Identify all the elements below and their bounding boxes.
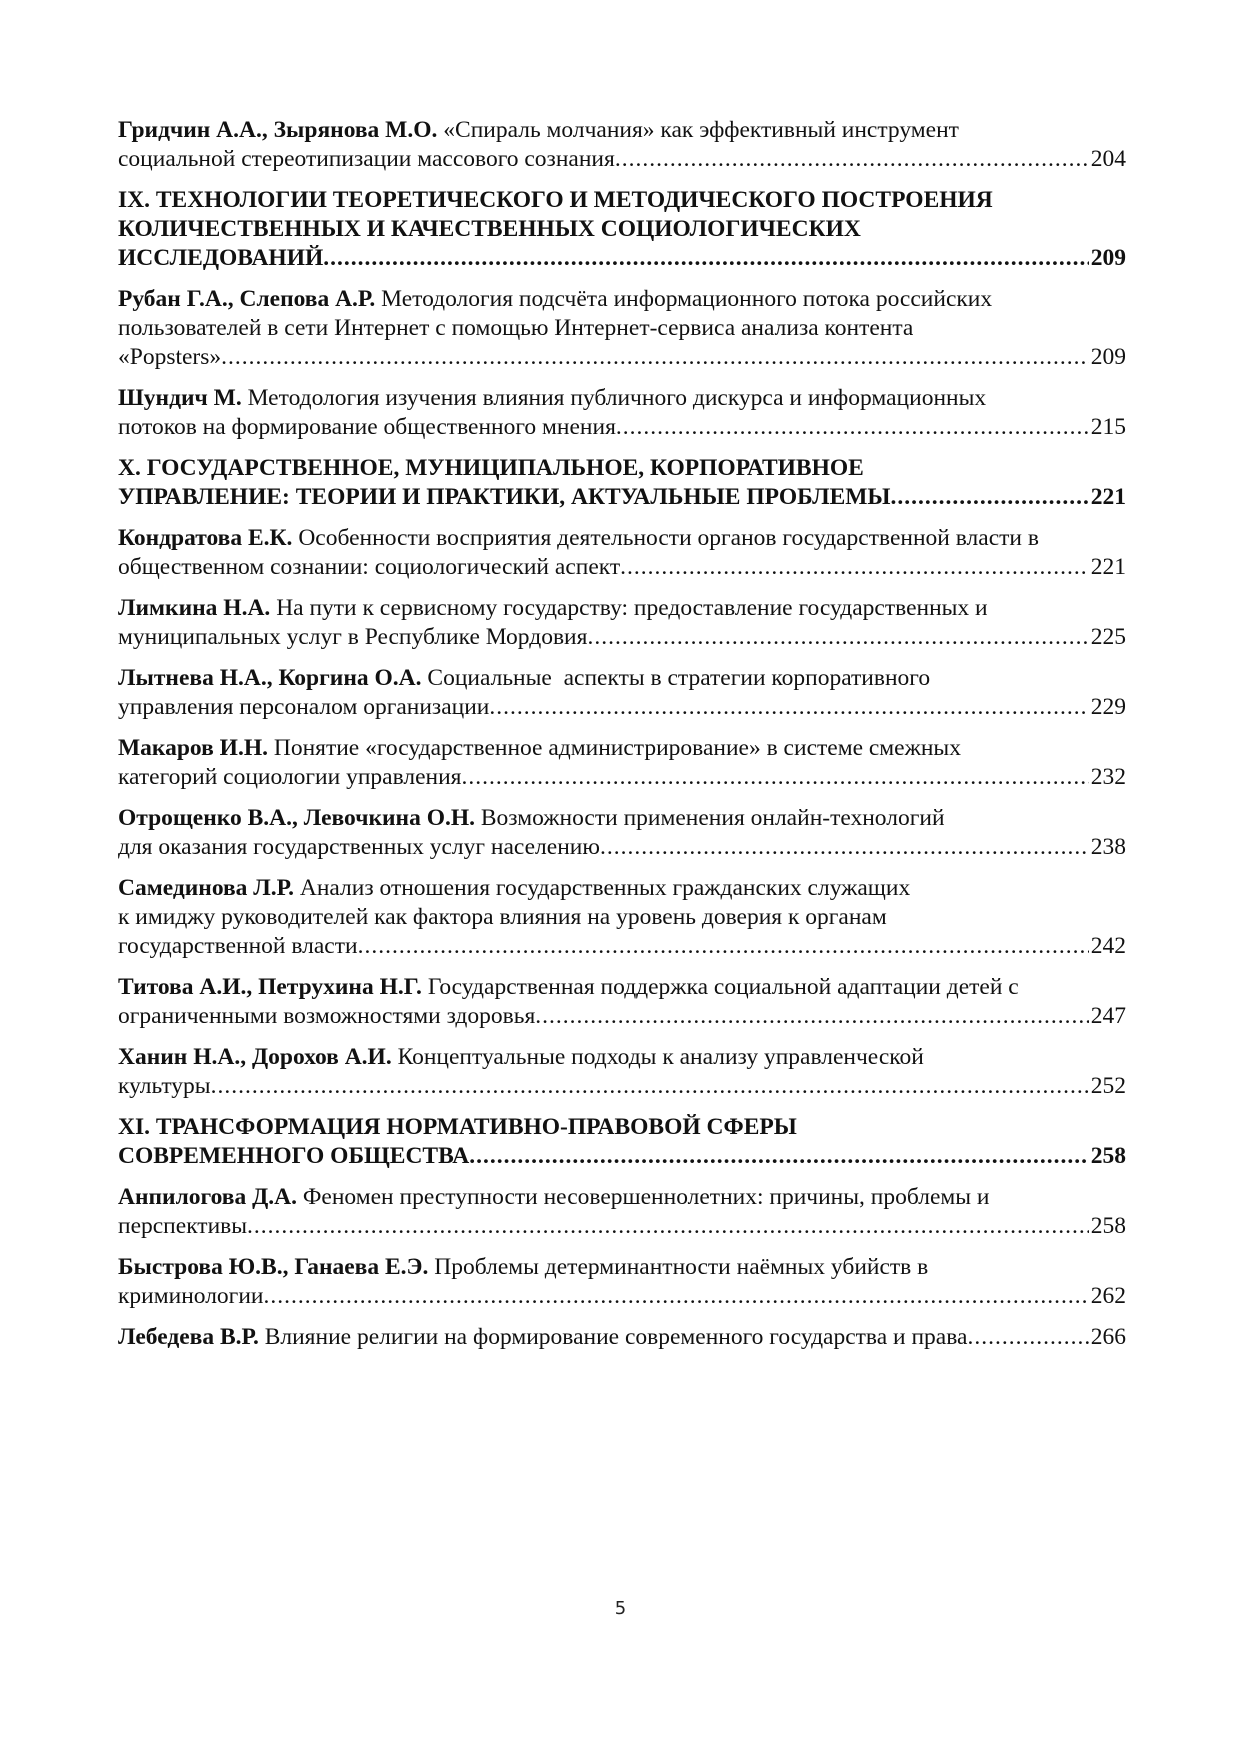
page-reference: 242 [1090, 933, 1126, 959]
dot-leader [221, 343, 1089, 372]
entry-title: Проблемы детерминантности наёмных убийств в [434, 1254, 929, 1280]
section-title: IX. ТЕХНОЛОГИИ ТЕОРЕТИЧЕСКОГО И МЕТОДИЧЕСКОГО ПОСТРОЕНИЯ [118, 187, 993, 213]
entry-authors: Лебедева В.Р. [118, 1324, 259, 1350]
page-reference: 225 [1090, 624, 1126, 650]
table-of-contents [118, 116, 1126, 1364]
toc-entry[interactable] [118, 804, 1126, 862]
entry-title: Особенности восприятия деятельности органов государственной власти в [298, 525, 1039, 551]
dot-leader [247, 1212, 1089, 1241]
entry-title: культуры [118, 1073, 211, 1099]
toc-entry[interactable] [118, 524, 1126, 582]
entry-title: общественном сознании: социологический аспект [118, 554, 621, 580]
toc-entry[interactable] [118, 1183, 1126, 1241]
entry-title: Социальные аспекты в стратегии корпоративного [427, 665, 931, 691]
dot-leader [891, 483, 1089, 512]
toc-entry[interactable] [118, 384, 1126, 442]
entry-authors: Лытнева Н.А., Коргина О.А. [118, 665, 422, 691]
dot-leader [462, 763, 1089, 792]
entry-title: государственной власти [118, 933, 358, 959]
toc-entry[interactable] [118, 116, 1126, 174]
entry-title: Феномен преступности несовершеннолетних: причины, проблемы и [302, 1184, 990, 1210]
toc-entry[interactable] [118, 1253, 1126, 1311]
entry-title: Анализ отношения государственных гражданских служащих [299, 875, 911, 901]
dot-leader [263, 1282, 1088, 1311]
toc-entry[interactable] [118, 594, 1126, 652]
page-reference: 204 [1090, 146, 1126, 172]
entry-authors: Быстрова Ю.В., Ганаева Е.Э. [118, 1254, 429, 1280]
dot-leader [616, 413, 1089, 442]
dot-leader [535, 1002, 1088, 1031]
entry-title: к имиджу руководителей как фактора влияния на уровень доверия к органам [118, 904, 887, 930]
entry-title: потоков на формирование общественного мнения [118, 414, 616, 440]
entry-title: муниципальных услуг в Республике Мордовия [118, 624, 588, 650]
page-reference: 229 [1090, 694, 1126, 720]
entry-authors: Кондратова Е.К. [118, 525, 293, 551]
entry-title: категорий социологии управления [118, 764, 462, 790]
entry-authors: Гридчин А.А., Зырянова М.О. [118, 117, 438, 143]
entry-title: «Спираль молчания» как эффективный инструмент [443, 117, 959, 143]
page-reference: 221 [1090, 554, 1126, 580]
entry-authors: Анпилогова Д.А. [118, 1184, 297, 1210]
page-reference: 258 [1090, 1143, 1126, 1169]
page-reference: 247 [1090, 1003, 1126, 1029]
dot-leader [587, 623, 1088, 652]
section-title: X. ГОСУДАРСТВЕННОЕ, МУНИЦИПАЛЬНОЕ, КОРПОРАТИВНОЕ [118, 455, 864, 481]
entry-authors: Рубан Г.А., Слепова А.Р. [118, 286, 376, 312]
page-reference: 262 [1090, 1283, 1126, 1309]
section-title: УПРАВЛЕНИЕ: ТЕОРИИ И ПРАКТИКИ, АКТУАЛЬНЫЕ ПРОБЛЕМЫ [118, 484, 891, 510]
toc-section[interactable] [118, 454, 1126, 512]
toc-section[interactable] [118, 186, 1126, 273]
page-reference: 238 [1090, 834, 1126, 860]
entry-title: На пути к сервисному государству: предоставление государственных и [276, 595, 988, 621]
section-title: ИССЛЕДОВАНИЙ [118, 245, 324, 271]
entry-title: ограниченными возможностями здоровья [118, 1003, 536, 1029]
entry-title: социальной стереотипизации массового сознания [118, 146, 615, 172]
entry-title: Понятие «государственное администрирование» в системе смежных [273, 735, 961, 761]
entry-title: Методология подсчёта информационного потока российских [381, 286, 993, 312]
toc-entry[interactable] [118, 285, 1126, 372]
dot-leader [620, 553, 1089, 582]
toc-entry[interactable] [118, 973, 1126, 1031]
toc-entry[interactable] [118, 734, 1126, 792]
entry-title: Государственная поддержка социальной адаптации детей с [427, 974, 1019, 1000]
dot-leader [323, 244, 1088, 273]
entry-title: для оказания государственных услуг населению [118, 834, 600, 860]
entry-authors: Самединова Л.Р. [118, 875, 294, 901]
entry-authors: Лимкина Н.А. [118, 595, 271, 621]
page-reference: 252 [1090, 1073, 1126, 1099]
dot-leader [600, 833, 1089, 862]
entry-authors: Макаров И.Н. [118, 735, 268, 761]
section-title: КОЛИЧЕСТВЕННЫХ И КАЧЕСТВЕННЫХ СОЦИОЛОГИЧЕСКИХ [118, 216, 861, 242]
toc-section[interactable] [118, 1113, 1126, 1171]
toc-entry[interactable] [118, 1323, 1126, 1352]
entry-title: криминологии [118, 1283, 264, 1309]
page-reference: 221 [1090, 484, 1126, 510]
entry-authors: Ханин Н.А., Дорохов А.И. [118, 1044, 392, 1070]
page-reference: 258 [1090, 1213, 1126, 1239]
entry-title: Влияние религии на формирование современного государства и права [264, 1324, 968, 1350]
section-title: СОВРЕМЕННОГО ОБЩЕСТВА [118, 1143, 470, 1169]
dot-leader [967, 1323, 1088, 1352]
entry-title: управления персоналом организации [118, 694, 490, 720]
entry-title: Концептуальные подходы к анализу управленческой [397, 1044, 924, 1070]
page-reference: 266 [1090, 1324, 1126, 1350]
dot-leader [211, 1072, 1089, 1101]
entry-authors: Шундич М. [118, 385, 242, 411]
entry-authors: Отрощенко В.А., Левочкина О.Н. [118, 805, 475, 831]
page-reference: 209 [1090, 344, 1126, 370]
page-reference: 232 [1090, 764, 1126, 790]
section-title: XI. ТРАНСФОРМАЦИЯ НОРМАТИВНО-ПРАВОВОЙ СФЕРЫ [118, 1114, 797, 1140]
dot-leader [489, 693, 1088, 722]
dot-leader [469, 1142, 1088, 1171]
page-reference: 215 [1090, 414, 1126, 440]
entry-title: перспективы [118, 1213, 248, 1239]
entry-title: Методология изучения влияния публичного дискурса и информационных [247, 385, 987, 411]
dot-leader [615, 145, 1089, 174]
toc-entry[interactable] [118, 1043, 1126, 1101]
entry-title: «Popsters» [118, 344, 222, 370]
dot-leader [358, 932, 1089, 961]
toc-entry[interactable] [118, 874, 1126, 961]
page-reference: 209 [1090, 245, 1126, 271]
entry-title: Возможности применения онлайн-технологий [480, 805, 945, 831]
page-number: 5 [614, 1598, 627, 1619]
entry-title: пользователей в сети Интернет с помощью Интернет-сервиса анализа контента [118, 315, 914, 341]
entry-authors: Титова А.И., Петрухина Н.Г. [118, 974, 422, 1000]
toc-entry[interactable] [118, 664, 1126, 722]
